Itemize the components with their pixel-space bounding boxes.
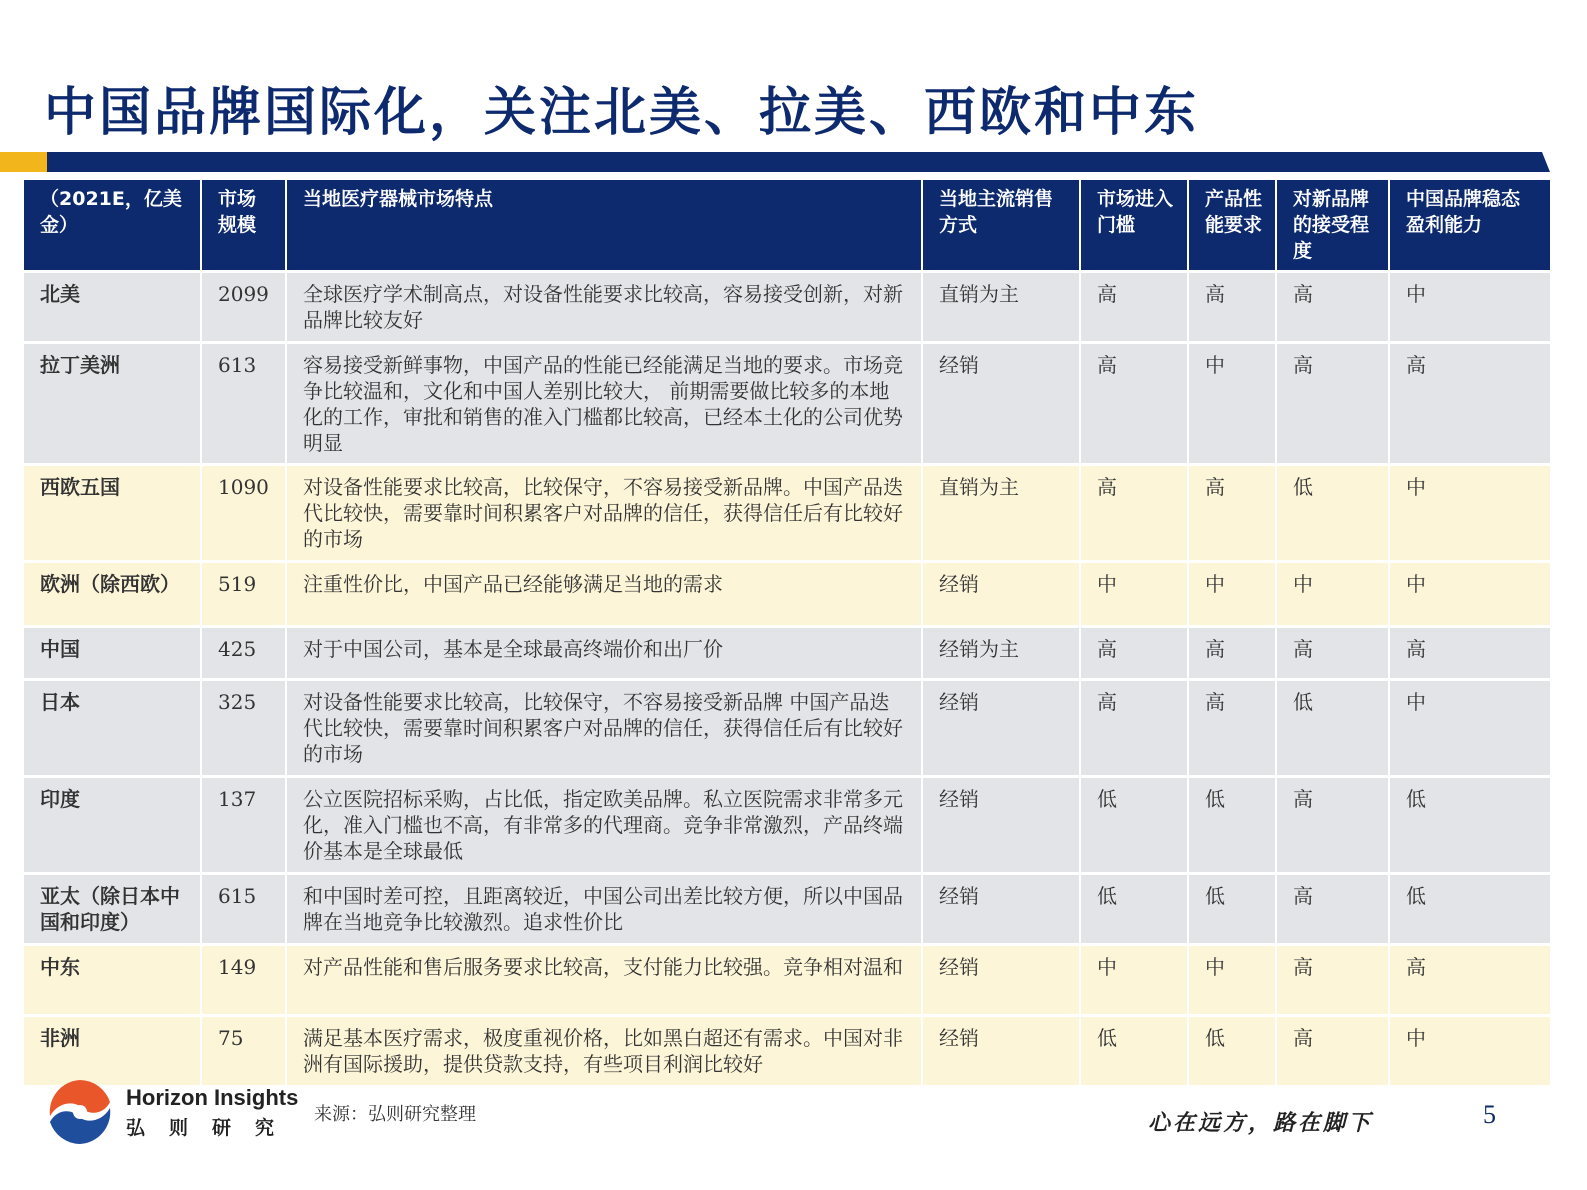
cell-profitability: 低: [1389, 777, 1550, 874]
cell-acceptance: 高: [1276, 777, 1389, 874]
cell-sales: 经销: [922, 1016, 1080, 1087]
cell-region: 欧洲（除西欧）: [24, 562, 201, 627]
cell-sales: 经销: [922, 777, 1080, 874]
table-header-row: [24, 180, 1550, 272]
table-row: [24, 562, 1550, 627]
cell-region: 亚太（除日本中国和印度）: [24, 874, 201, 945]
cell-barrier: 高: [1080, 627, 1188, 680]
cell-barrier: 低: [1080, 1016, 1188, 1087]
cell-sales: 经销: [922, 945, 1080, 1016]
table-row: [24, 1016, 1550, 1087]
table-row: [24, 343, 1550, 465]
cell-description: 注重性价比，中国产品已经能够满足当地的需求: [286, 562, 922, 627]
header-market-size: 市场规模: [201, 180, 286, 272]
cell-barrier: 高: [1080, 680, 1188, 777]
page-number: 5: [1483, 1100, 1496, 1129]
cell-size: 75: [201, 1016, 286, 1087]
cell-size: 613: [201, 343, 286, 465]
cell-acceptance: 高: [1276, 627, 1389, 680]
cell-description: 公立医院招标采购，占比低，指定欧美品牌。私立医院需求非常多元化，准入门槛也不高，有非常多的代理商。竞争非常激烈，产品终端价基本是全球最低: [286, 777, 922, 874]
cell-size: 425: [201, 627, 286, 680]
cell-sales: 直销为主: [922, 272, 1080, 343]
cell-performance: 高: [1188, 680, 1276, 777]
title-underline-bar: [47, 152, 1550, 172]
cell-profitability: 中: [1389, 272, 1550, 343]
cell-description: 和中国时差可控，且距离较近，中国公司出差比较方便，所以中国品牌在当地竞争比较激烈。追求性价比: [286, 874, 922, 945]
table-row: [24, 874, 1550, 945]
cell-size: 519: [201, 562, 286, 627]
cell-acceptance: 高: [1276, 343, 1389, 465]
cell-acceptance: 低: [1276, 465, 1389, 562]
brand-name-en: Horizon Insights: [126, 1085, 299, 1110]
cell-region: 西欧五国: [24, 465, 201, 562]
cell-size: 1090: [201, 465, 286, 562]
cell-performance: 高: [1188, 272, 1276, 343]
cell-profitability: 低: [1389, 874, 1550, 945]
table-row: [24, 777, 1550, 874]
cell-performance: 中: [1188, 945, 1276, 1016]
cell-region: 北美: [24, 272, 201, 343]
cell-acceptance: 高: [1276, 1016, 1389, 1087]
cell-sales: 经销: [922, 874, 1080, 945]
cell-profitability: 高: [1389, 627, 1550, 680]
cell-profitability: 中: [1389, 1016, 1550, 1087]
cell-performance: 高: [1188, 627, 1276, 680]
cell-barrier: 中: [1080, 945, 1188, 1016]
cell-region: 非洲: [24, 1016, 201, 1087]
cell-region: 中国: [24, 627, 201, 680]
cell-region: 中东: [24, 945, 201, 1016]
header-profitability: 中国品牌稳态盈利能力: [1389, 180, 1550, 272]
cell-region: 拉丁美洲: [24, 343, 201, 465]
cell-region: 印度: [24, 777, 201, 874]
cell-profitability: 高: [1389, 945, 1550, 1016]
header-sales-method: 当地主流销售方式: [922, 180, 1080, 272]
cell-profitability: 高: [1389, 343, 1550, 465]
slogan: 心在远方，路在脚下: [1148, 1110, 1374, 1136]
cell-performance: 中: [1188, 562, 1276, 627]
cell-performance: 低: [1188, 1016, 1276, 1087]
cell-barrier: 高: [1080, 465, 1188, 562]
table-row: [24, 272, 1550, 343]
cell-size: 137: [201, 777, 286, 874]
cell-description: 对设备性能要求比较高，比较保守，不容易接受新品牌 中国产品迭代比较快，需要靠时间积累客户对品牌的信任，获得信任后有比较好的市场: [286, 680, 922, 777]
cell-region: 日本: [24, 680, 201, 777]
cell-size: 149: [201, 945, 286, 1016]
cell-barrier: 高: [1080, 343, 1188, 465]
cell-acceptance: 中: [1276, 562, 1389, 627]
cell-profitability: 中: [1389, 562, 1550, 627]
cell-size: 2099: [201, 272, 286, 343]
cell-description: 对于中国公司，基本是全球最高终端价和出厂价: [286, 627, 922, 680]
cell-description: 对设备性能要求比较高，比较保守，不容易接受新品牌。中国产品迭代比较快，需要靠时间积累客户对品牌的信任，获得信任后有比较好的市场: [286, 465, 922, 562]
cell-description: 全球医疗学术制高点，对设备性能要求比较高，容易接受创新，对新品牌比较友好: [286, 272, 922, 343]
cell-sales: 直销为主: [922, 465, 1080, 562]
horizon-insights-logo-icon: [44, 1076, 116, 1148]
header-unit: （2021E，亿美金）: [24, 180, 201, 272]
cell-barrier: 中: [1080, 562, 1188, 627]
header-performance-req: 产品性能要求: [1188, 180, 1276, 272]
header-entry-barrier: 市场进入门槛: [1080, 180, 1188, 272]
table-row: [24, 680, 1550, 777]
cell-acceptance: 高: [1276, 272, 1389, 343]
cell-description: 满足基本医疗需求，极度重视价格，比如黑白超还有需求。中国对非洲有国际援助，提供贷款支持，有些项目利润比较好: [286, 1016, 922, 1087]
title-accent-bar: [0, 152, 47, 172]
page-title: 中国品牌国际化，关注北美、拉美、西欧和中东: [44, 83, 1200, 143]
cell-size: 325: [201, 680, 286, 777]
cell-sales: 经销为主: [922, 627, 1080, 680]
cell-acceptance: 高: [1276, 874, 1389, 945]
cell-acceptance: 低: [1276, 680, 1389, 777]
cell-sales: 经销: [922, 680, 1080, 777]
table-row: [24, 627, 1550, 680]
cell-performance: 低: [1188, 874, 1276, 945]
cell-size: 615: [201, 874, 286, 945]
cell-description: 容易接受新鲜事物，中国产品的性能已经能满足当地的要求。市场竞争比较温和，文化和中国人差别比较大， 前期需要做比较多的本地化的工作，审批和销售的准入门槛都比较高，已经本土化的公司优势明显: [286, 343, 922, 465]
cell-barrier: 低: [1080, 777, 1188, 874]
cell-performance: 高: [1188, 465, 1276, 562]
market-comparison-table: [24, 180, 1550, 1088]
table-row: [24, 945, 1550, 1016]
cell-sales: 经销: [922, 562, 1080, 627]
brand-name-cn: 弘则研究: [126, 1117, 299, 1139]
cell-barrier: 低: [1080, 874, 1188, 945]
cell-barrier: 高: [1080, 272, 1188, 343]
table-row: [24, 465, 1550, 562]
cell-acceptance: 高: [1276, 945, 1389, 1016]
cell-performance: 低: [1188, 777, 1276, 874]
header-new-brand-acceptance: 对新品牌的接受程度: [1276, 180, 1389, 272]
source-note: 来源：弘则研究整理: [314, 1104, 476, 1125]
cell-sales: 经销: [922, 343, 1080, 465]
cell-description: 对产品性能和售后服务要求比较高，支付能力比较强。竞争相对温和: [286, 945, 922, 1016]
cell-profitability: 中: [1389, 465, 1550, 562]
header-market-features: 当地医疗器械市场特点: [286, 180, 922, 272]
cell-performance: 中: [1188, 343, 1276, 465]
cell-profitability: 中: [1389, 680, 1550, 777]
